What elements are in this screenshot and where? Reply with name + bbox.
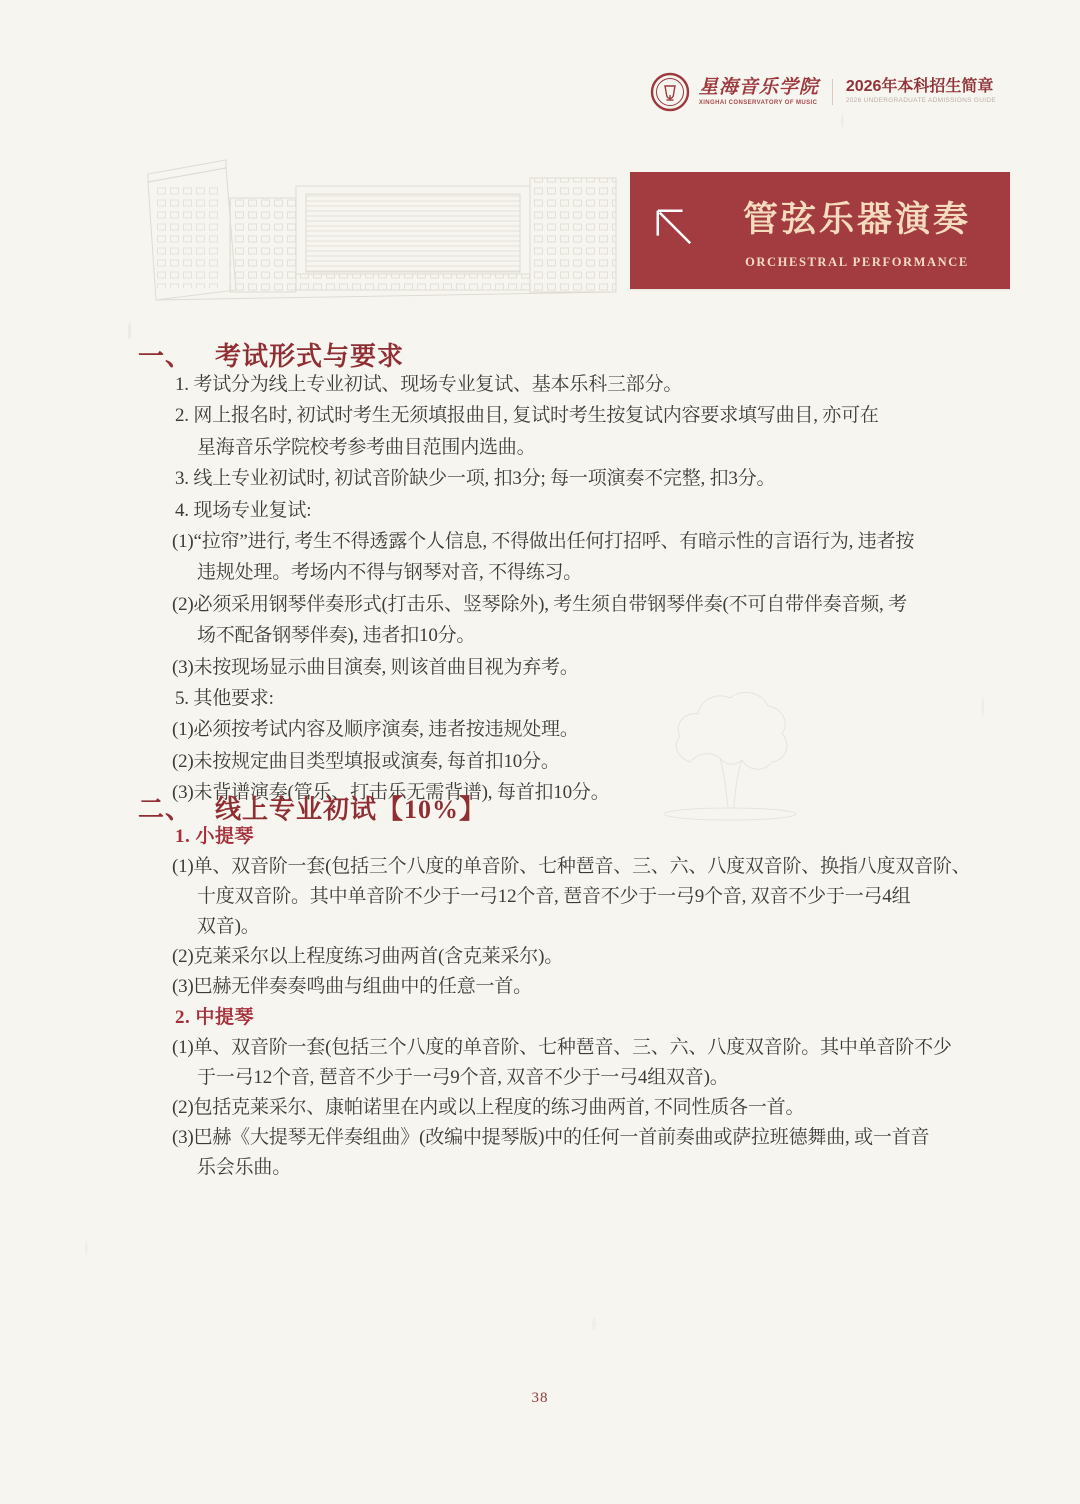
guide-title-cn: 2026年本科招生简章 [845,77,994,95]
section1-heading [138,336,404,373]
school-name-cn: 星海音乐学院 [698,76,819,98]
school-seal-icon [650,72,690,112]
section2-heading [138,789,486,826]
section2-lines [130,822,1030,1183]
content-line: 3. 线上专业初试时, 初试音阶缺少一项, 扣3分; 每一项演奏不完整, 扣3分。 [175,468,776,490]
content-line: (3)巴赫《大提琴无伴奏组曲》(改编中提琴版)中的任何一首前奏曲或萨拉班德舞曲, 或一首音 [172,1126,930,1148]
content-line: 2. 网上报名时, 初试时考生无须填报曲目, 复试时考生按复试内容要求填写曲目, 亦可在 [175,405,879,427]
section-banner [630,172,1010,289]
content-line: (2)包括克莱采尔、康帕诺里在内或以上程度的练习曲两首, 不同性质各一首。 [172,1096,805,1118]
school-name-en: XINGHAI CONSERVATORY OF MUSIC [698,99,818,106]
guide-title-block [846,79,996,106]
content-line: (2)必须采用钢琴伴奏形式(打击乐、竖琴除外), 考生须自带钢琴伴奏(不可自带伴奏音频, 考 [172,593,907,615]
content-line: 双音)。 [197,916,260,938]
section1-title: 考试形式与要求 [215,342,405,371]
content-line: 4. 现场专业复试: [175,499,312,521]
guide-title-en: 2026 UNDERGRADUATE ADMISSIONS GUIDE [845,97,996,105]
content-line: 1. 小提琴 [175,826,255,847]
school-name-block [699,78,819,106]
content-line: 违规处理。考场内不得与钢琴对音, 不得练习。 [197,562,583,584]
header-divider [832,79,833,105]
banner-title-block [718,192,1010,270]
content-line: 1. 考试分为线上专业初试、现场专业复试、基本乐科三部分。 [175,374,683,395]
arrow-up-left-icon [630,206,718,248]
content-line: 于一弓12个音, 琶音不少于一弓9个音, 双音不少于一弓4组双音)。 [197,1066,729,1088]
building-sketch [130,150,630,302]
content-line: (3)巴赫无伴奏奏鸣曲与组曲中的任意一首。 [172,976,532,998]
content-line: (3)未按现场显示曲目演奏, 则该首曲目视为弃考。 [172,656,579,678]
section2-title: 线上专业初试【10%】 [215,795,487,824]
content-line: 十度双音阶。其中单音阶不少于一弓12个音, 琶音不少于一弓9个音, 双音不少于一弓4组 [197,886,911,908]
content-line: (3)未背谱演奏(管乐、打击乐无需背谱), 每首扣10分。 [172,782,610,804]
section2-number: 二、 [138,795,193,824]
banner-title-en: ORCHESTRAL PERFORMANCE [745,254,969,269]
tree-watermark [650,680,810,828]
content-line: (2)克莱采尔以上程度练习曲两首(含克莱采尔)。 [172,946,564,968]
content-line: (2)未按规定曲目类型填报或演奏, 每首扣10分。 [172,750,560,772]
page-header [650,72,996,112]
page-number: 38 [531,1390,549,1406]
content-line: (1)单、双音阶一套(包括三个八度的单音阶、七种琶音、三、六、八度双音阶。其中单音阶不少 [172,1036,952,1058]
content-line: 星海音乐学院校考参考曲目范围内选曲。 [197,436,536,458]
content-line: (1)单、双音阶一套(包括三个八度的单音阶、七种琶音、三、六、八度双音阶、换指八度双音阶、 [172,856,971,878]
content-line: (1)“拉帘”进行, 考生不得透露个人信息, 不得做出任何打招呼、有暗示性的言语行为, 违者按 [172,531,915,553]
section1-number: 一、 [138,342,193,371]
content-line: (1)必须按考试内容及顺序演奏, 违者按违规处理。 [172,719,579,741]
content-line: 乐会乐曲。 [197,1157,292,1179]
section1-lines [130,369,1030,809]
content-line: 5. 其他要求: [175,688,274,710]
content-line: 场不配备钢琴伴奏), 违者扣10分。 [197,625,476,647]
content-line: 2. 中提琴 [175,1006,255,1028]
banner-title-cn: 管弦乐器演奏 [742,199,971,239]
